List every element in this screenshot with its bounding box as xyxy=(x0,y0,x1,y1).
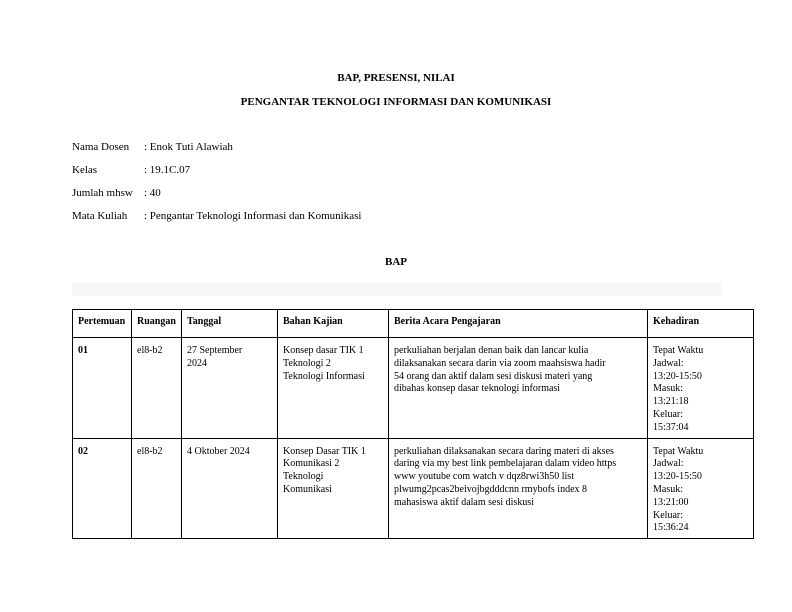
cell-ruangan: el8-b2 xyxy=(132,338,182,439)
info-value: : Pengantar Teknologi Informasi dan Komunikasi xyxy=(144,210,362,222)
header-ruangan: Ruangan xyxy=(132,310,182,338)
info-row-kelas xyxy=(72,164,190,176)
header-berita-acara: Berita Acara Pengajaran xyxy=(389,310,648,338)
header-pertemuan: Pertemuan xyxy=(73,310,132,338)
info-row-nama-dosen xyxy=(72,141,233,153)
table-row xyxy=(73,338,754,439)
info-label: Mata Kuliah xyxy=(72,210,128,222)
cell-kehadiran: Tepat Waktu Jadwal: 13:20-15:50 Masuk: 13:21:00 Keluar: 15:36:24 xyxy=(648,438,754,539)
cell-bahan-kajian: Konsep dasar TIK 1 Teknologi 2 Teknologi Informasi xyxy=(278,338,389,439)
header-kehadiran: Kehadiran xyxy=(648,310,754,338)
info-row-mata-kuliah xyxy=(72,210,361,222)
info-value: : 19.1C.07 xyxy=(144,164,191,176)
cell-berita-acara: perkuliahan berjalan denan baik dan lancar kulia dilaksanakan secara darin via zoom maahsiswa hadir 54 orang dan aktif dalam sesi diskusi materi yang dibahas konsep dasar teknologi informasi xyxy=(389,338,648,439)
table-header-row xyxy=(73,310,754,338)
header-bahan-kajian: Bahan Kajian xyxy=(278,310,389,338)
info-value: : 40 xyxy=(144,187,161,199)
cell-tanggal: 4 Oktober 2024 xyxy=(182,438,278,539)
shaded-spacer xyxy=(72,282,722,296)
cell-pertemuan: 01 xyxy=(73,338,132,439)
cell-berita-acara: perkuliahan dilaksanakan secara daring materi di akses daring via my best link pembelajaran dalam video https www youtube com watch v dqz8rwi3h50 list plwumg2pcas2beivojbgdddcnn rmybofs index 8 mahasiswa aktif dalam sesi diskusi xyxy=(389,438,648,539)
info-label: Nama Dosen xyxy=(72,141,130,153)
cell-bahan-kajian: Konsep Dasar TIK 1 Komunikasi 2 Teknologi Komunikasi xyxy=(278,438,389,539)
document-title: BAP, PRESENSI, NILAI xyxy=(337,72,455,84)
info-value: : Enok Tuti Alawiah xyxy=(144,141,233,153)
info-label: Jumlah mhsw xyxy=(72,187,133,199)
header-tanggal: Tanggal xyxy=(182,310,278,338)
cell-tanggal: 27 September 2024 xyxy=(182,338,278,439)
info-label: Kelas xyxy=(72,164,98,176)
cell-kehadiran: Tepat Waktu Jadwal: 13:20-15:50 Masuk: 13:21:18 Keluar: 15:37:04 xyxy=(648,338,754,439)
bap-table xyxy=(72,309,754,539)
section-title: BAP xyxy=(385,256,407,268)
cell-ruangan: el8-b2 xyxy=(132,438,182,539)
table-row xyxy=(73,438,754,539)
document-subtitle: PENGANTAR TEKNOLOGI INFORMASI DAN KOMUNIKASI xyxy=(240,96,552,108)
cell-pertemuan: 02 xyxy=(73,438,132,539)
info-row-jumlah-mhsw xyxy=(72,187,161,199)
